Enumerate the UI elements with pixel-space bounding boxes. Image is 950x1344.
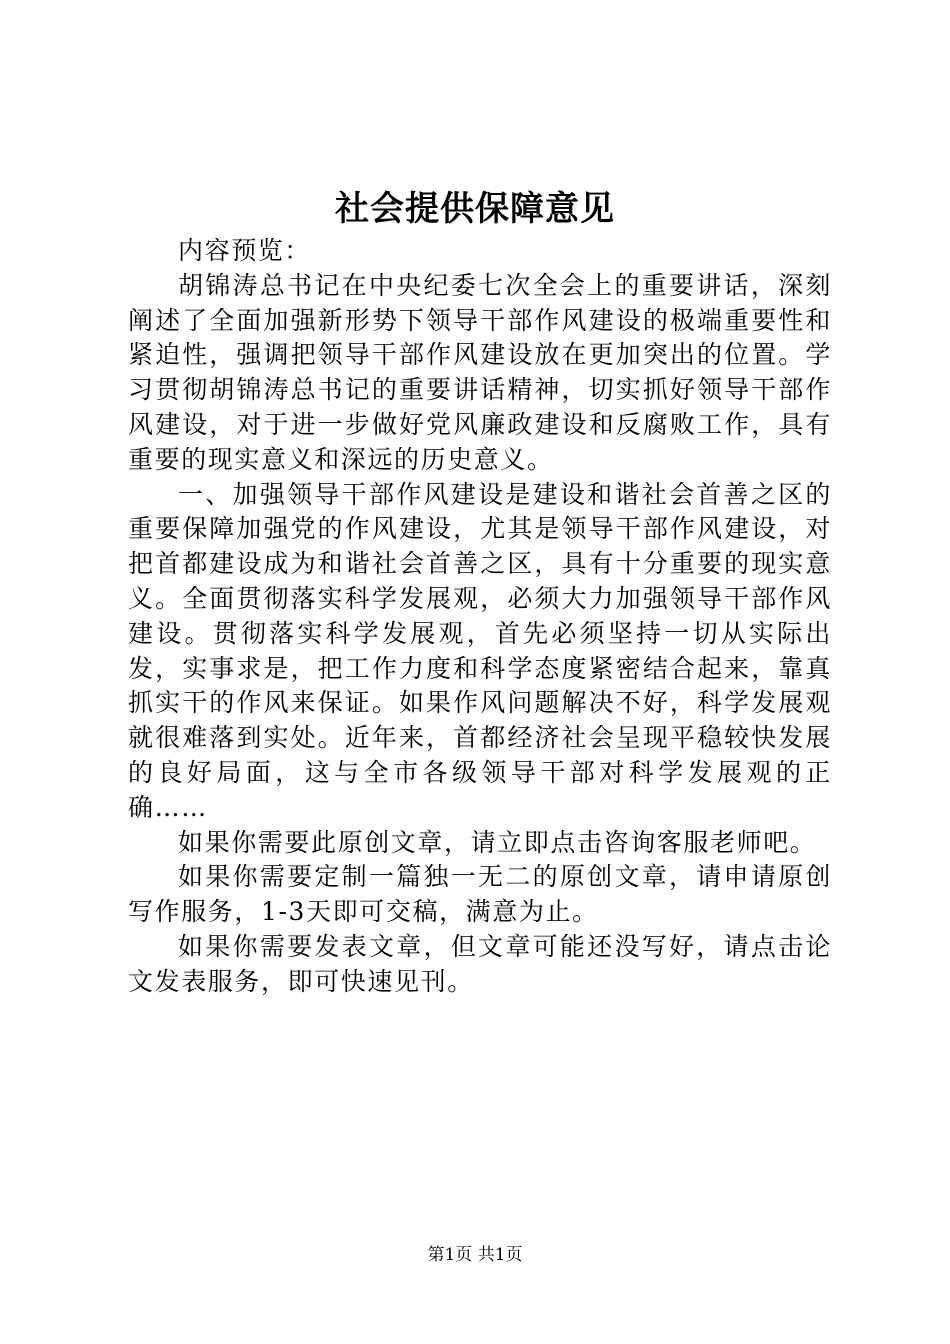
document-body <box>128 234 832 1000</box>
body-paragraph: 胡锦涛总书记在中央纪委七次全会上的重要讲话，深刻阐述了全面加强新形势下领导干部作风建设的极端重要性和紧迫性，强调把领导干部作风建设放在更加突出的位置。学习贯彻胡锦涛总书记的重要讲话精神，切实抓好领导干部作风建设，对于进一步做好党风廉政建设和反腐败工作，具有重要的现实意义和深远的历史意义。 <box>128 270 832 474</box>
preview-label: 内容预览： <box>178 236 312 265</box>
body-paragraph: 一、加强领导干部作风建设是建设和谐社会首善之区的重要保障加强党的作风建设，尤其是领导干部作风建设，对把首都建设成为和谐社会首善之区，具有十分重要的现实意义。全面贯彻落实科学发展观，必须大力加强领导干部作风建设。贯彻落实科学发展观，首先必须坚持一切从实际出发，实事求是，把工作力度和科学态度紧密结合起来，靠真抓实干的作风来保证。如果作风问题解决不好，科学发展观就很难落到实处。近年来，首都经济社会呈现平稳较快发展的良好局面，这与全市各级领导干部对科学发展观的正确…… <box>128 479 832 822</box>
document-title: 社会提供保障意见 <box>335 189 615 229</box>
publish-paragraph: 如果你需要发表文章，但文章可能还没写好，请点击论文发表服务，即可快速见刊。 <box>128 931 832 996</box>
custom-writing-paragraph: 如果你需要定制一篇独一无二的原创文章，请申请原创写作服务，1-3天即可交稿，满意为止。 <box>128 862 832 927</box>
page-footer: 第1页 共1页 <box>427 1245 523 1265</box>
consult-paragraph: 如果你需要此原创文章，请立即点击咨询客服老师吧。 <box>178 827 817 857</box>
